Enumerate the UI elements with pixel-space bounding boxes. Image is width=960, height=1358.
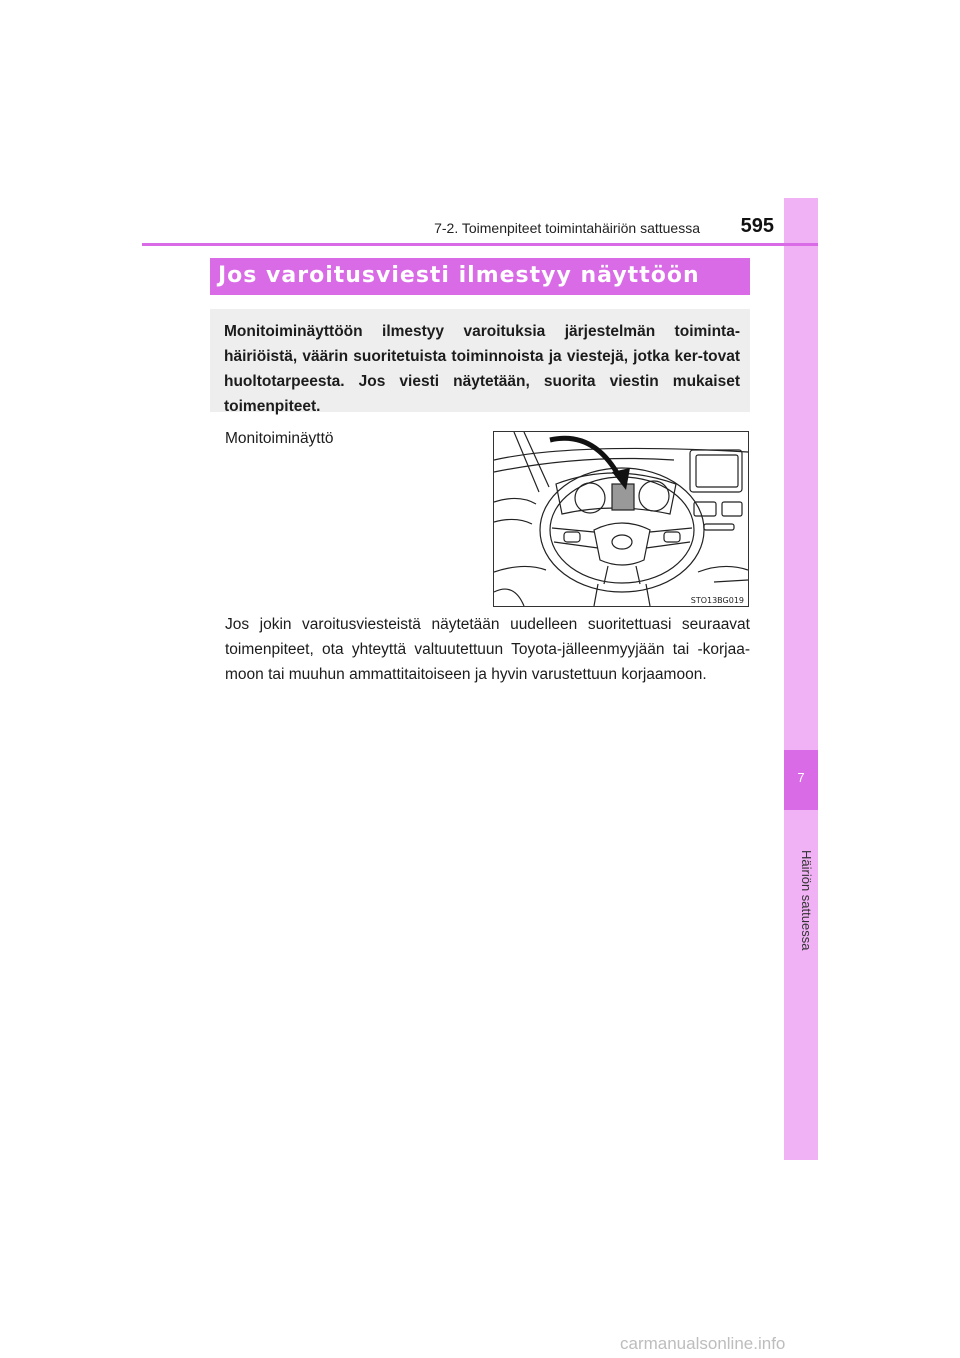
figure-label: Monitoiminäyttö: [225, 430, 334, 447]
section-header-bar: [210, 258, 750, 295]
running-head: 7-2. Toimenpiteet toimintahäiriön sattuessa: [434, 220, 700, 236]
watermark: carmanualsonline.info: [620, 1334, 786, 1353]
chapter-title: Häiriön sattuessa: [799, 849, 814, 951]
intro-text: Monitoiminäyttöön ilmestyy varoituksia järjestelmän toiminta-häiriöistä, väärin suoritetuista toiminnoista ja viestejä, jotka ker-tovat huoltotarpeesta. Jos viesti näytetään, suorita viestin mukaiset toimenpiteet.: [224, 323, 740, 415]
steering-wheel-dashboard-illustration: [494, 432, 748, 606]
figure-code: STO13BG019: [690, 596, 744, 605]
chapter-side-tab: [784, 198, 818, 1160]
section-title: Jos varoitusviesti ilmestyy näyttöön: [218, 263, 700, 288]
header-divider: [142, 243, 818, 246]
page-number: 595: [740, 215, 774, 237]
body-paragraph: Jos jokin varoitusviesteistä näytetään uudelleen suoritettuasi seuraavat toimenpiteet, ota yhteyttä valtuutettuun Toyota-jälleenmyyjään tai -korjaa-moon tai muuhun ammattitaitoiseen ja hyvin varustettuun korjaamoon.: [225, 616, 750, 683]
chapter-number: 7: [797, 770, 805, 785]
intro-box: [210, 309, 750, 415]
dashboard-figure: [493, 431, 749, 607]
